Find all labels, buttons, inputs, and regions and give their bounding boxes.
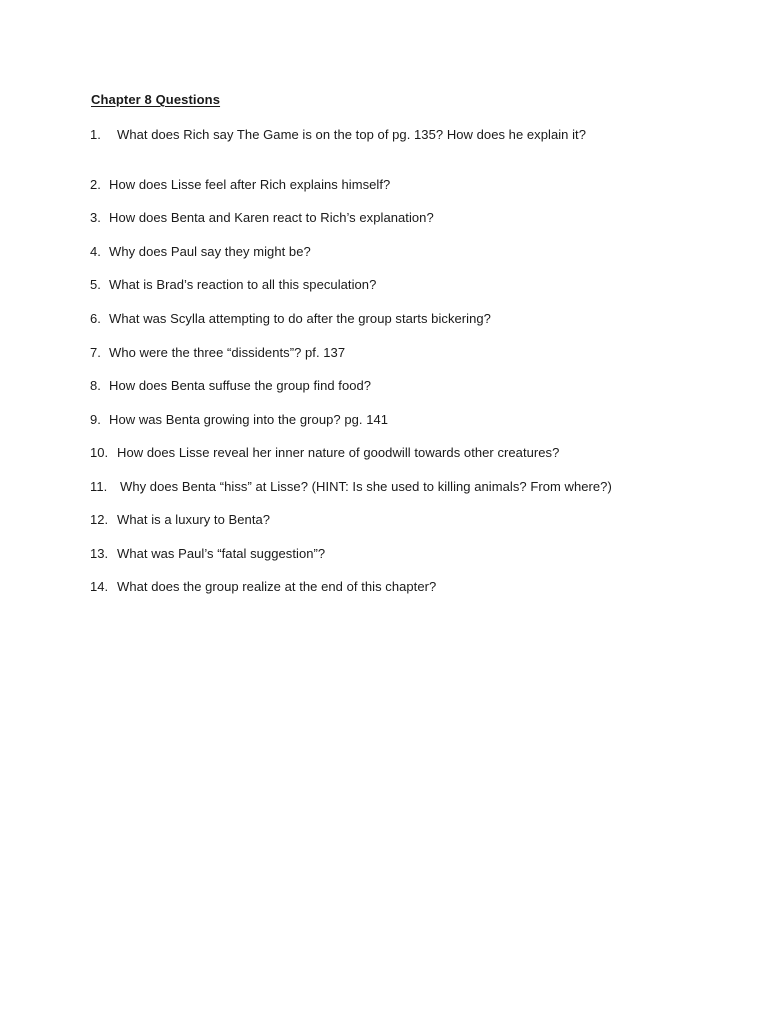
question-text: What does the group realize at the end of this chapter? [117, 579, 437, 594]
question-text: How does Lisse feel after Rich explains himself? [109, 177, 391, 192]
question-text: Why does Benta “hiss” at Lisse? (HINT: Is she used to killing animals? From where?) [120, 479, 612, 494]
question-item [90, 512, 270, 528]
question-item [90, 579, 436, 595]
question-text: How does Benta and Karen react to Rich’s explanation? [109, 210, 434, 225]
question-text: Why does Paul say they might be? [109, 244, 311, 259]
question-number: 7. [90, 345, 101, 360]
question-text: How does Benta suffuse the group find food? [109, 378, 372, 393]
question-item [90, 412, 388, 428]
question-number: 6. [90, 311, 101, 326]
question-item [90, 546, 325, 562]
question-number: 4. [90, 244, 101, 259]
question-number: 5. [90, 277, 101, 292]
question-item [90, 378, 371, 394]
question-text: What is Brad’s reaction to all this speculation? [109, 277, 377, 292]
question-item [90, 479, 612, 495]
question-text: What was Scylla attempting to do after the group starts bickering? [109, 311, 491, 326]
question-item [90, 177, 390, 193]
question-number: 1. [90, 127, 101, 142]
question-text: How does Lisse reveal her inner nature of goodwill towards other creatures? [117, 445, 560, 460]
question-number: 11. [90, 479, 108, 494]
question-text: What was Paul’s “fatal suggestion”? [117, 546, 326, 561]
question-text: Who were the three “dissidents”? pf. 137 [109, 345, 346, 360]
question-text: How was Benta growing into the group? pg. 141 [109, 412, 389, 427]
question-text: What is a luxury to Benta? [117, 512, 271, 527]
question-number: 2. [90, 177, 101, 192]
question-item [90, 244, 311, 260]
question-text: What does Rich say The Game is on the top of pg. 135? How does he explain it? [117, 127, 586, 142]
question-item [90, 345, 345, 361]
question-number: 3. [90, 210, 101, 225]
question-number: 8. [90, 378, 101, 393]
question-number: 12. [90, 512, 109, 527]
question-item [90, 445, 559, 461]
question-item [90, 210, 434, 226]
question-item [90, 311, 491, 327]
question-item [90, 127, 586, 143]
question-number: 10. [90, 445, 109, 460]
question-number: 13. [90, 546, 109, 561]
question-number: 9. [90, 412, 101, 427]
question-item [90, 277, 376, 293]
page-title: Chapter 8 Questions [91, 92, 221, 107]
question-number: 14. [90, 579, 109, 594]
